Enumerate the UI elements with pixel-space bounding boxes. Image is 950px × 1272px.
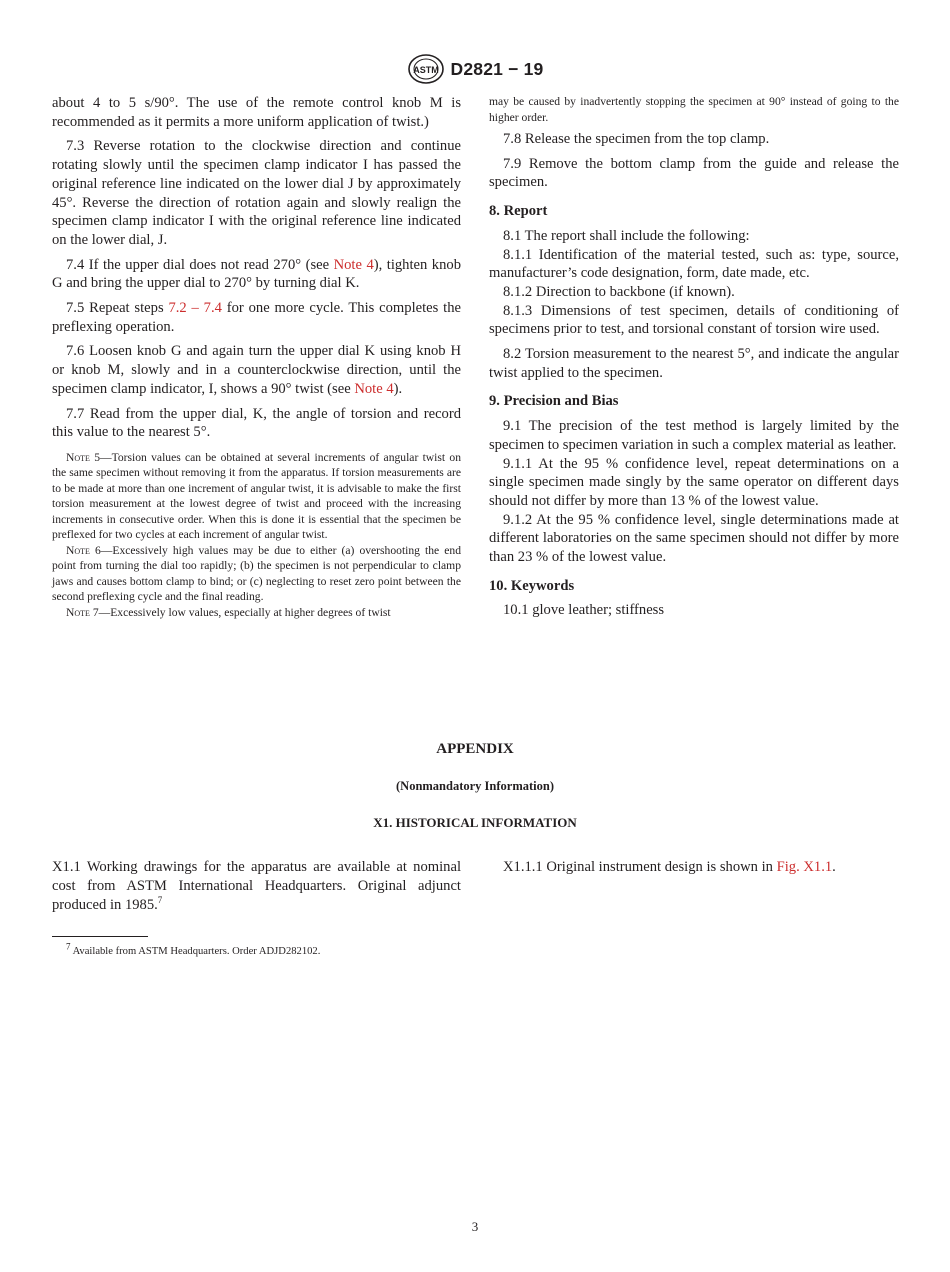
- note-6: Note 6—Excessively high values may be due to either (a) overshooting the end point from turning the dial too rapidly; (b) the specimen is not perpendicular to clamp jaws and causes bottom clamp to bind; or (c) neglecting to reset zero point between the second preflexing cycle and the final reading.: [52, 543, 461, 604]
- paragraph-9-1-2: 9.1.2 At the 95 % confidence level, single determinations made at different laboratories on the same specimen should not differ by more than 23 % of the lowest value.: [489, 511, 899, 566]
- page-header: [0, 52, 950, 86]
- note-7-continued: may be caused by inadvertently stopping the specimen at 90° instead of going to the higher order.: [489, 95, 899, 124]
- paragraph-x1-1: X1.1 Working drawings for the apparatus are available at nominal cost from ASTM International Headquarters. Original adjunct produced in 1985.$^7$: [52, 859, 461, 913]
- standard-designation: D2821 − 19: [450, 58, 544, 79]
- footnote-7: $^7$ Available from ASTM Headquarters. Order ADJD282102.: [66, 941, 321, 957]
- paragraph-8-1: 8.1 The report shall include the following:: [503, 227, 750, 244]
- paragraph-7-6: 7.6 Loosen knob G and again turn the upper dial K using knob H or knob M, slowly and in a counterclockwise direction, until the specimen clamp indicator, I, shows a 90° twist (see Note 4).: [52, 343, 461, 397]
- paragraph-7-2-cont: about 4 to 5 s/90°. The use of the remote control knob M is recommended as it permits a more uniform application of twist.): [52, 95, 461, 130]
- note-4-link[interactable]: Note 4: [333, 256, 374, 273]
- section-10-heading: 10. Keywords: [489, 577, 575, 594]
- paragraph-8-1-2: 8.1.2 Direction to backbone (if known).: [503, 283, 735, 300]
- right-column: [489, 94, 899, 626]
- left-column: [52, 94, 461, 620]
- section-8-heading: 8. Report: [489, 203, 548, 220]
- paragraph-7-5: 7.5 Repeat steps 7.2 – 7.4 for one more cycle. This completes the preflexing operation.: [52, 300, 461, 335]
- paragraph-7-9: 7.9 Remove the bottom clamp from the guide and release the specimen.: [489, 155, 899, 191]
- appendix-subtitle: (Nonmandatory Information): [396, 779, 554, 793]
- note-4-link[interactable]: Note 4: [354, 380, 394, 397]
- paragraph-7-7: 7.7 Read from the upper dial, K, the angle of torsion and record this value to the nearest 5°.: [52, 405, 461, 441]
- paragraph-9-1-1: 9.1.1 At the 95 % confidence level, repeat determinations on a single specimen made singly by the same operator on different days should not differ by more than 13 % of the lowest value.: [489, 455, 899, 509]
- footnote-ref[interactable]: 7: [157, 895, 163, 906]
- note-5: Note 5—Torsion values can be obtained at several increments of angular twist on the same specimen without removing it from the apparatus. If torsion measurements are to be made at more than one increment of angular twist, it is advisable to make the first torsion measurement at the lowest degree of twist and proceed with the increasing increments in consecutive order. When this is done it is essential that the specimen be preflexed for two cycles at each increment of angular twist.: [52, 450, 461, 542]
- paragraph-7-4: 7.4 If the upper dial does not read 270° (see Note 4), tighten knob G and bring the upper dial to 270° by turning dial K.: [52, 256, 461, 292]
- paragraph-8-1-1: 8.1.1 Identification of the material tested, such as: type, source, manufacturer’s code designation, form, date made, etc.: [489, 246, 899, 282]
- paragraph-9-1: 9.1 The precision of the test method is largely limited by the specimen to specimen variation in such a complex material as leather.: [489, 418, 899, 453]
- appendix-title: APPENDIX: [436, 741, 514, 757]
- appendix-section-heading: X1. HISTORICAL INFORMATION: [373, 815, 577, 830]
- paragraph-8-2: 8.2 Torsion measurement to the nearest 5°, and indicate the angular twist applied to the specimen.: [489, 346, 899, 381]
- steps-7-2-7-4-link[interactable]: 7.2 – 7.4: [168, 300, 222, 317]
- footnote-divider: [52, 936, 148, 937]
- paragraph-8-1-3: 8.1.3 Dimensions of test specimen, details of conditioning of specimens prior to test, and torsional constant of torsion wire used.: [489, 302, 899, 338]
- paragraph-7-8: 7.8 Release the specimen from the top clamp.: [503, 131, 770, 147]
- paragraph-x1-1-1: X1.1.1 Original instrument design is shown in Fig. X1.1.: [503, 859, 836, 875]
- paragraph-7-3: 7.3 Reverse rotation to the clockwise direction and continue rotating slowly until the specimen clamp indicator I has passed the original reference line indicated on the lower dial J by approximately 45°. Reverse the direction of rotation again and slowly realign the specimen clamp indicator I with the original reference line indicated on the lower dial, J.: [52, 138, 461, 248]
- svg-text:ASTM: ASTM: [412, 65, 439, 75]
- fig-x1-1-link[interactable]: Fig. X1.1: [776, 859, 833, 875]
- section-9-heading: 9. Precision and Bias: [489, 393, 619, 410]
- page-number: 3: [471, 1219, 479, 1234]
- note-7: Note 7—Excessively low values, especially at higher degrees of twist: [66, 605, 391, 619]
- astm-logo-icon: [407, 53, 445, 85]
- paragraph-10-1: 10.1 glove leather; stiffness: [503, 602, 665, 619]
